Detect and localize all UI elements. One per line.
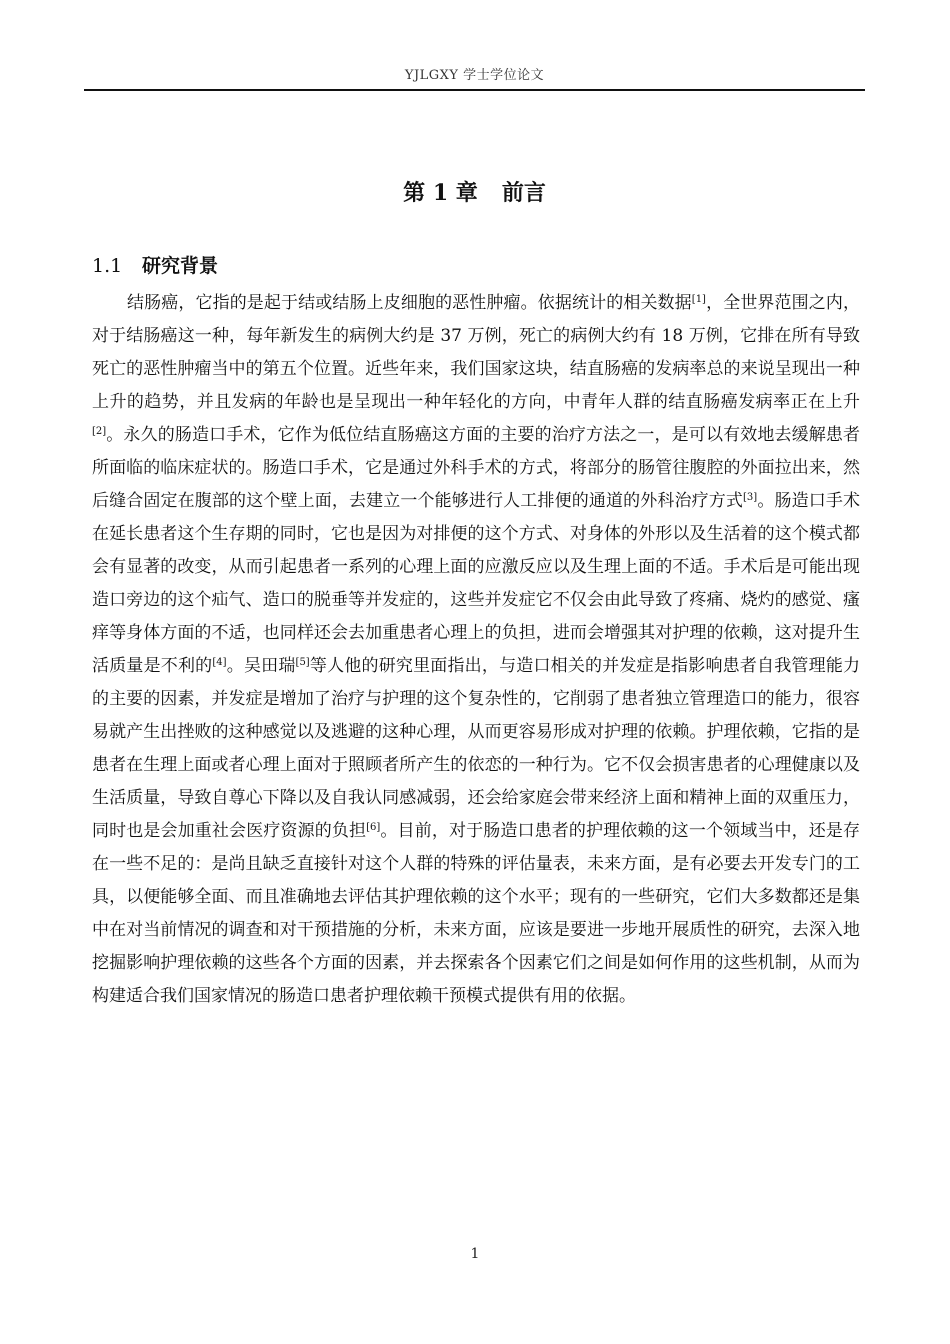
paragraph-text: 。吴田瑞 bbox=[226, 656, 296, 676]
running-header: YJLGXY 学士学位论文 bbox=[404, 68, 545, 83]
chapter-label: 第 1 章 bbox=[403, 180, 478, 206]
citation-ref-4: [4] bbox=[212, 657, 227, 668]
page-number: 1 bbox=[470, 1246, 480, 1262]
body-paragraph bbox=[92, 287, 860, 1013]
citation-ref-1: [1] bbox=[691, 294, 706, 305]
section-number: 1.1 bbox=[92, 255, 123, 277]
chapter-name: 前言 bbox=[501, 180, 546, 206]
paragraph-text: 结肠癌，它指的是起于结或结肠上皮细胞的恶性肿瘤。依据统计的相关数据 bbox=[127, 293, 692, 313]
paragraph-text: 。目前，对于肠造口患者的护理依赖的这一个领域当中，还是存在一些不足的：是尚且缺乏直接针对这个人群的特殊的评估量表，未来方面，是有必要去开发专门的工具，以便能够全面、而且准确地去评估其护理依赖的这个水平；现有的一些研究，它们大多数都还是集中在对当前情况的调查和对干预措施的分析，未来方面，应该是要进一步地开展质性的研究，去深入地挖掘影响护理依赖的这些各个方面的因素，并去探索各个因素它们之间是如何作用的这些机制，从而为构建适合我们国家情况的肠造口患者护理依赖干预模式提供有用的依据。 bbox=[92, 821, 861, 1006]
citation-ref-5: [5] bbox=[295, 657, 310, 668]
section-heading bbox=[92, 251, 218, 278]
paragraph-text: ，全世界范围之内，对于结肠癌这一种，每年新发生的病例大约是 37 万例，死亡的病例大约有 18 万例，它排在所有导致死亡的恶性肿瘤当中的第五个位置。近些年来，我们国家这块，结直肠癌的发病率总的来说呈现出一种上升的趋势，并且发病的年龄也是呈现出一种年轻化的方向，中青年人群的结直肠癌发病率正在上升 bbox=[92, 293, 861, 412]
paragraph-text: 等人他的研究里面指出，与造口相关的并发症是指影响患者自我管理能力的主要的因素，并发症是增加了治疗与护理的这个复杂性的，它削弱了患者独立管理造口的能力，很容易就产生出挫败的这种感觉以及逃避的这种心理，从而更容易形成对护理的依赖。护理依赖，它指的是患者在生理上面或者心理上面对于照顾者所产生的依恋的一种行为。它不仅会损害患者的心理健康以及生活质量，导致自尊心下降以及自我认同感减弱，还会给家庭会带来经济上面和精神上面的双重压力，同时也是会加重社会医疗资源的负担 bbox=[92, 656, 861, 841]
citation-ref-2: [2] bbox=[92, 426, 107, 437]
chapter-title bbox=[84, 176, 865, 207]
paragraph-text: 。永久的肠造口手术，它作为低位结直肠癌这方面的主要的治疗方法之一，是可以有效地去缓解患者所面临的临床症状的。肠造口手术，它是通过外科手术的方式，将部分的肠管往腹腔的外面拉出来，然后缝合固定在腹部的这个壁上面，去建立一个能够进行人工排便的通道的外科治疗方式 bbox=[92, 425, 860, 511]
citation-ref-3: [3] bbox=[743, 492, 758, 503]
header-rule bbox=[84, 89, 865, 91]
paragraph-text: 。肠造口手术在延长患者这个生存期的同时，它也是因为对排便的这个方式、对身体的外形以及生活着的这个模式都会有显著的改变，从而引起患者一系列的心理上面的应激反应以及生理上面的不适。手术后是可能出现造口旁边的这个疝气、造口的脱垂等并发症的，这些并发症它不仅会由此导致了疼痛、烧灼的感觉、瘙痒等身体方面的不适，也同样还会去加重患者心理上的负担，进而会增强其对护理的依赖，这对提升生活质量是不利的 bbox=[92, 491, 860, 676]
citation-ref-6: [6] bbox=[366, 822, 381, 833]
section-title: 研究背景 bbox=[142, 255, 219, 277]
